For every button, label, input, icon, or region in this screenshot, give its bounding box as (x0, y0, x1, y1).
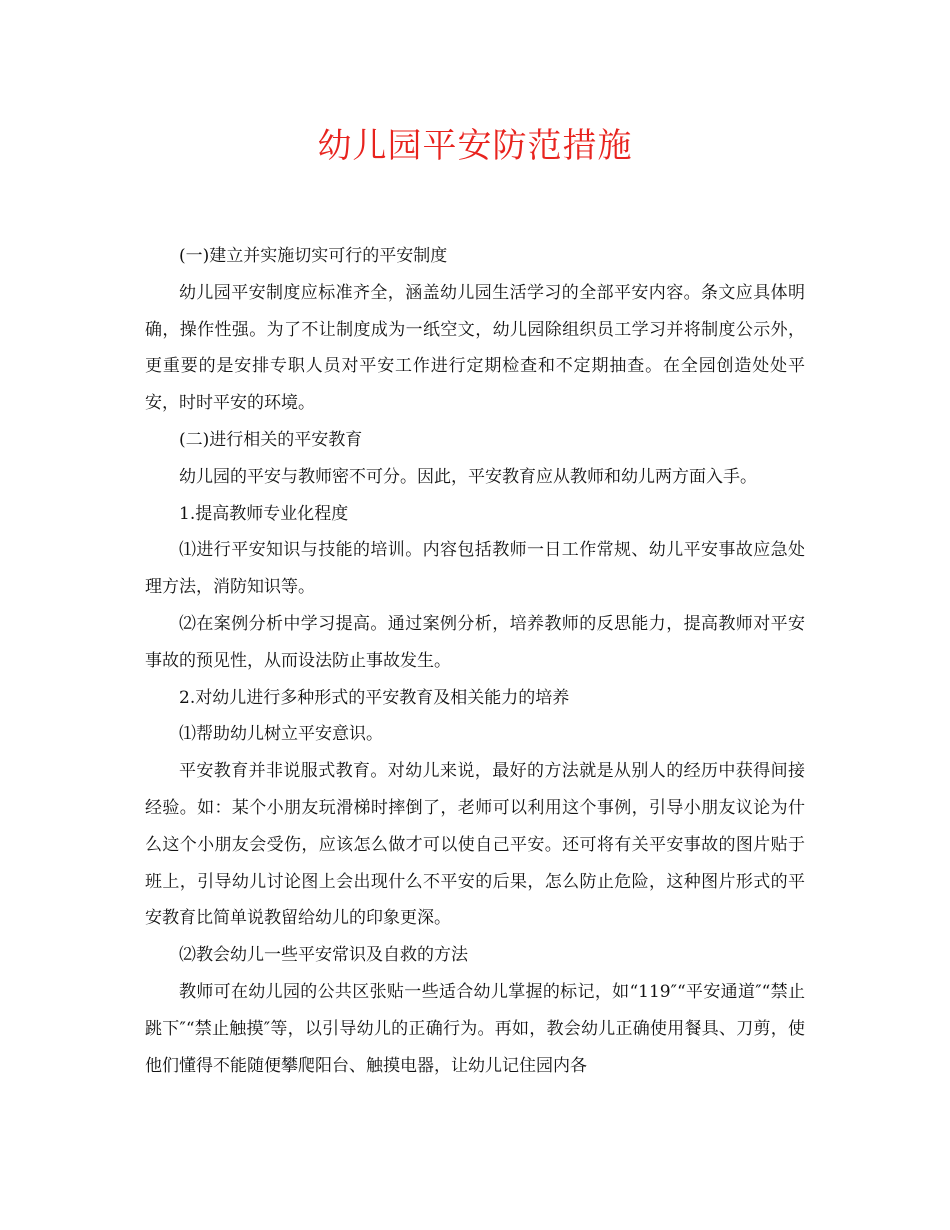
paragraph: ⑵在案例分析中学习提高。通过案例分析，培养教师的反思能力，提高教师对平安事故的预见性，从而设法防止事故发生。 (145, 613, 805, 671)
subheading: 2.对幼儿进行多种形式的平安教育及相关能力的培养 (179, 687, 570, 708)
section-heading-1: (一)建立并实施切实可行的平安制度 (179, 246, 448, 266)
paragraph: 幼儿园平安制度应标准齐全，涵盖幼儿园生活学习的全部平安内容。条文应具体明确，操作性强。为了不让制度成为一纸空文，幼儿园除组织员工学习并将制度公示外，更重要的是安排专职人员对平安工作进行定期检查和不定期抽查。在全园创造处处平安，时时平安的环境。 (145, 282, 805, 414)
section-heading-2: (二)进行相关的平安教育 (179, 429, 363, 450)
paragraph: ⑵教会幼儿一些平安常识及自救的方法 (179, 945, 468, 966)
paragraph: ⑴帮助幼儿树立平安意识。 (179, 724, 383, 745)
paragraph: ⑴进行平安知识与技能的培训。内容包括教师一日工作常规、幼儿平安事故应急处理方法，消防知识等。 (145, 540, 805, 598)
subheading: 1.提高教师专业化程度 (179, 503, 349, 524)
paragraph: 平安教育并非说服式教育。对幼儿来说，最好的方法就是从别人的经历中获得间接经验。如：某个小朋友玩滑梯时摔倒了，老师可以利用这个事例，引导小朋友议论为什么这个小朋友会受伤，应该怎么做才可以使自己平安。还可将有关平安事故的图片贴于班上，引导幼儿讨论图上会出现什么不平安的后果，怎么防止危险，这种图片形式的平安教育比简单说教留给幼儿的印象更深。 (145, 761, 805, 929)
paragraph: 幼儿园的平安与教师密不可分。因此，平安教育应从教师和幼儿两方面入手。 (179, 466, 757, 487)
page-title: 幼儿园平安防范措施 (317, 126, 633, 166)
document-body (145, 238, 805, 1084)
paragraph: 教师可在幼儿园的公共区张贴一些适合幼儿掌握的标记，如“119″“平安通道″“禁止跳下″“禁止触摸″等，以引导幼儿的正确行为。再如，教会幼儿正确使用餐具、刀剪，使他们懂得不能随便攀爬阳台、触摸电器，让幼儿记住园内各 (145, 981, 805, 1076)
